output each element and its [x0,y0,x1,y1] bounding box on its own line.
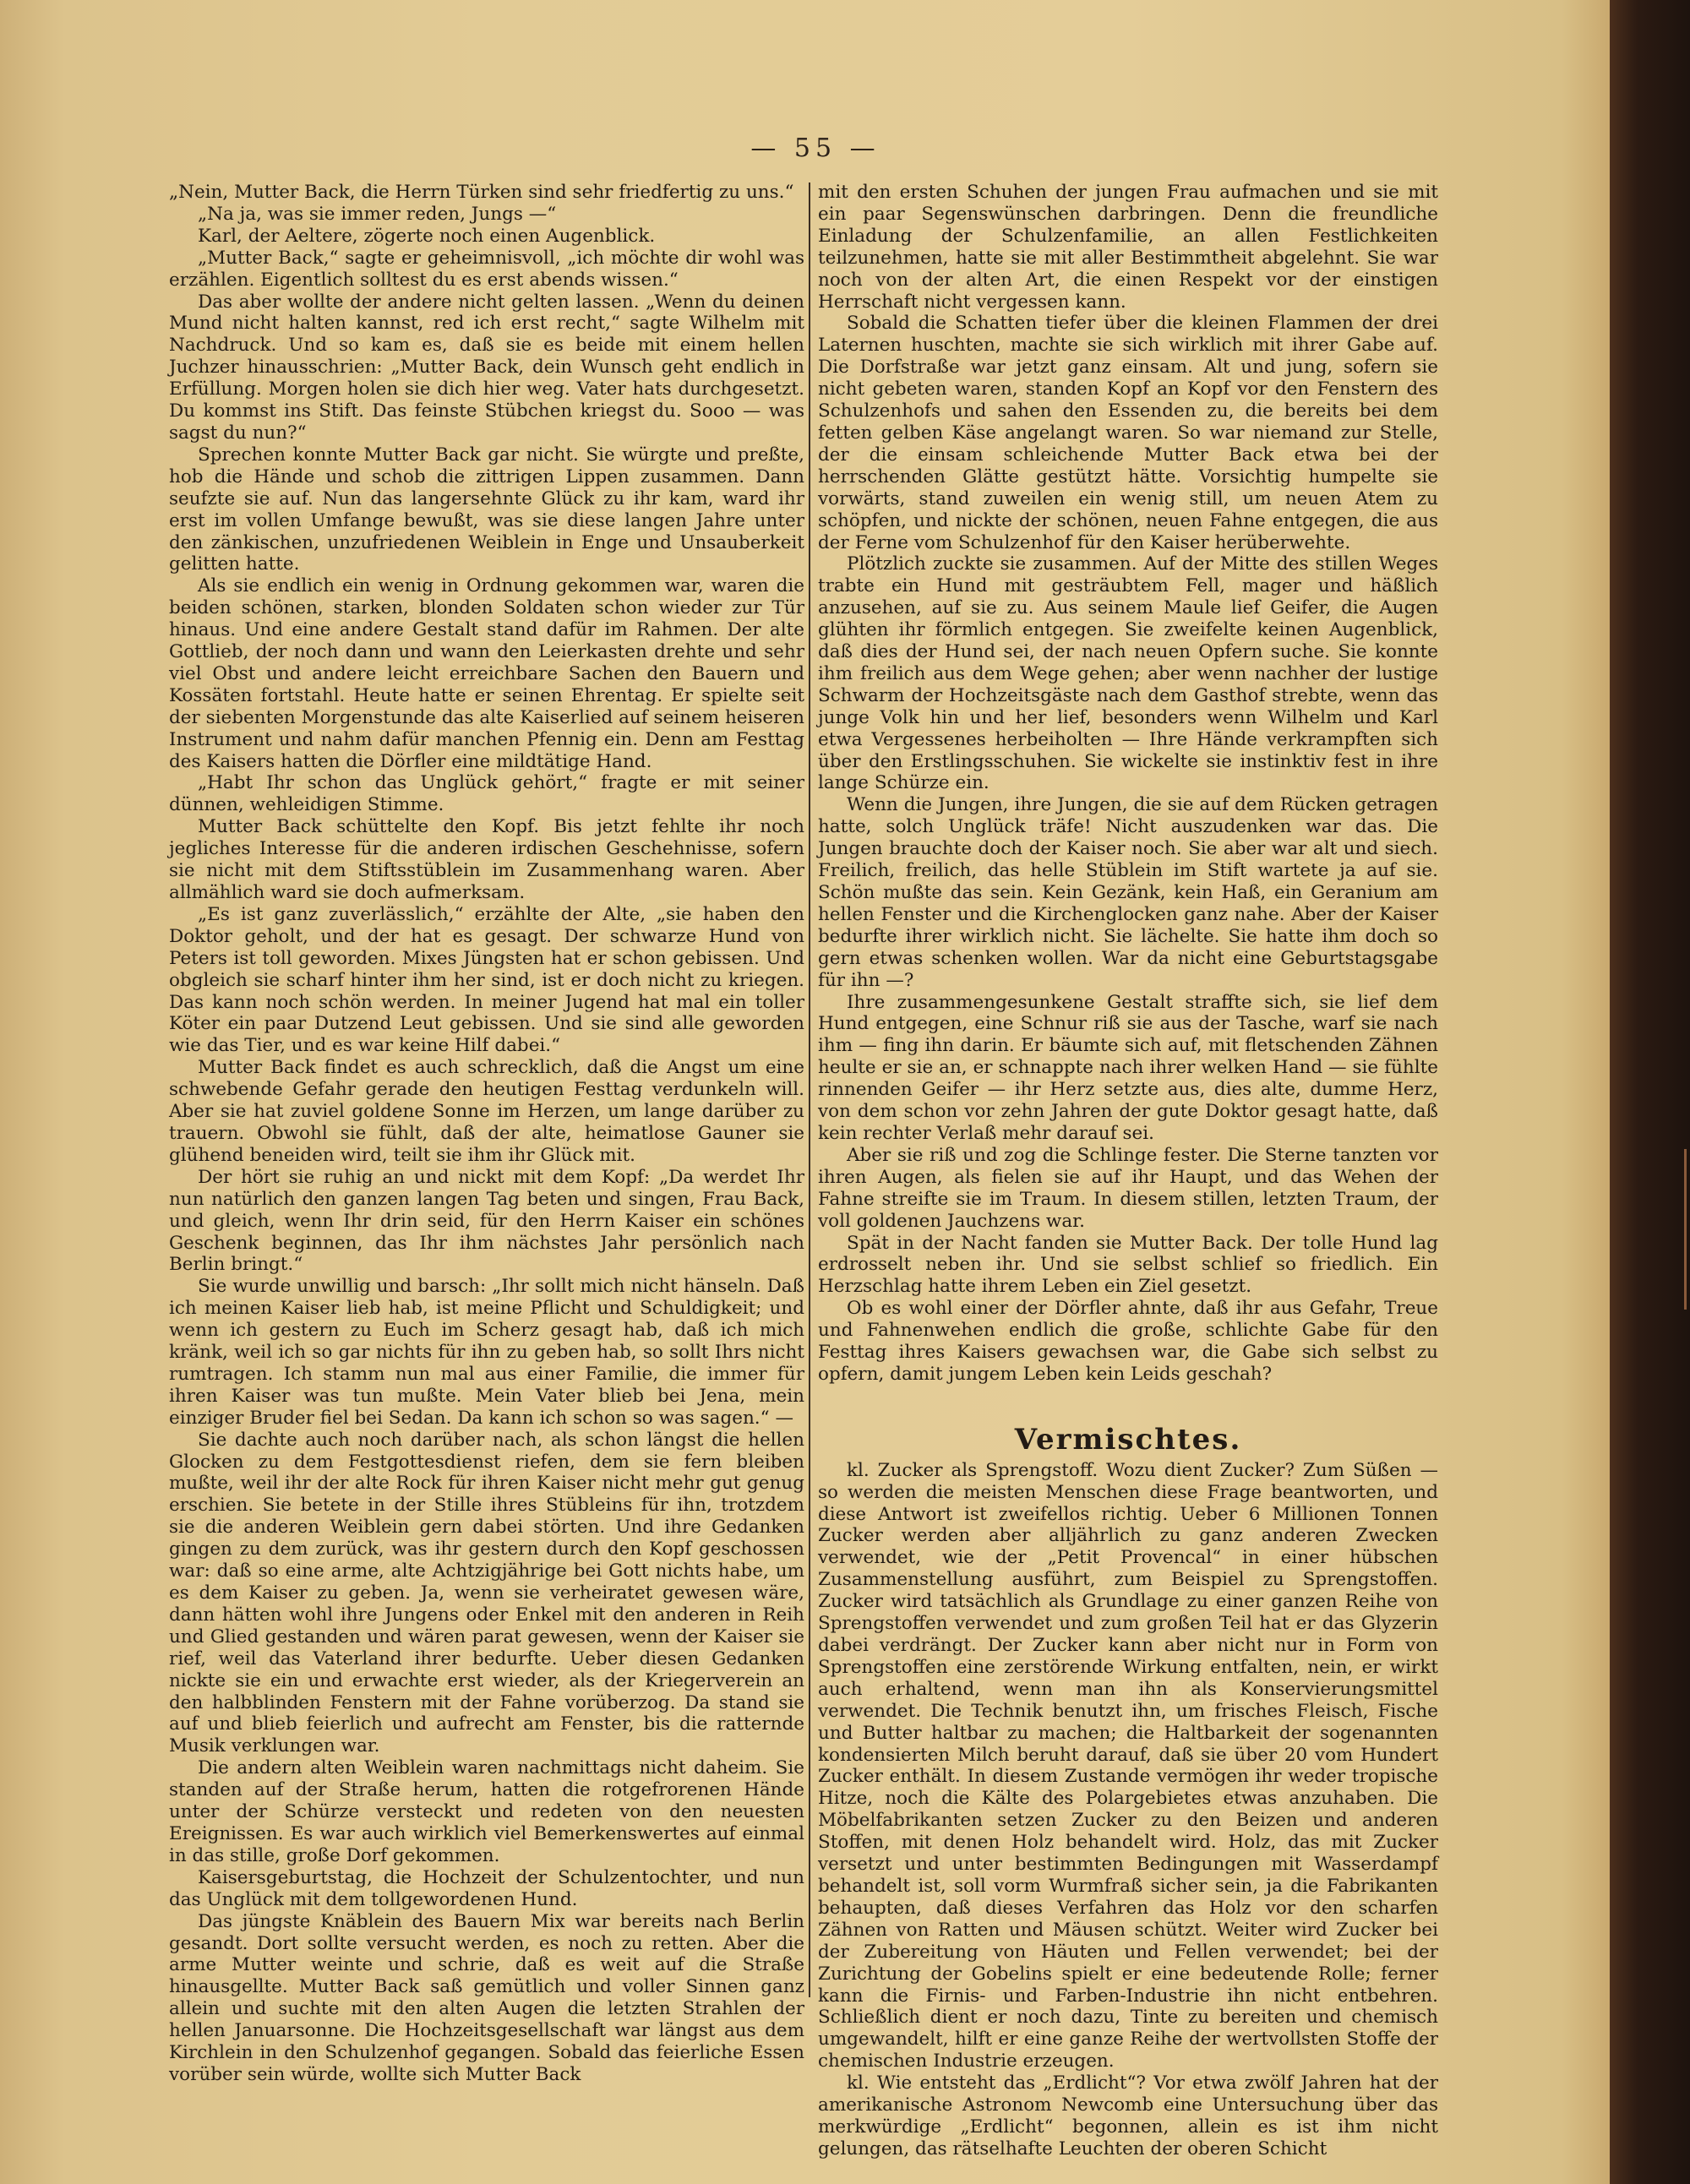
paragraph: „Mutter Back,“ sagte er geheimnisvoll, „ich möchte dir wohl was erzählen. Eigentlich solltest du es erst abends wissen.“ [169,247,804,291]
page-marker [1684,1149,1687,1310]
misc-article: kl. Zucker als Sprengstoff. Wozu dient Zucker? Zum Süßen — so werden die meisten Menschen diese Frage beantworten, und diese Antwort ist zweifellos richtig. Ueber 6 Millionen Tonnen Zucker werden aber alljährlich zu ganz anderen Zwecken verwendet, wie der „Petit Provencal“ in einer hübschen Zusammenstellung ausführt, zum Beispiel zu Sprengstoffen. Zucker wird tatsächlich als Grundlage zu einer ganzen Reihe von Sprengstoffen verwendet und zum großen Teil hat er das Glyzerin dabei verdrängt. Der Zucker kann aber nicht nur in Form von Sprengstoffen eine zerstörende Wirkung entfalten, nein, er wirkt auch erhaltend, wenn man ihn als Konservierungsmittel verwendet. Die Technik benutzt ihn, um frisches Fleisch, Fische und Butter haltbar zu machen; die Haltbarkeit der sogenannten kondensierten Milch beruht darauf, daß sie über 20 vom Hundert Zucker enthält. In diesem Zustande vermögen ihr weder tropische Hitze, noch die Kälte des Polargebietes etwas anzuhaben. Die Möbelfabrikanten setzen Zucker zu den Beizen und anderen Stoffen, mit denen Holz behandelt wird. Holz, das mit Zucker versetzt und unter bestimmten Bedingungen mit Wasserdampf behandelt ist, soll vorm Wurmfraß sicher sein, ja die Fabrikanten behaupten, daß dieses Verfahren das Holz vor den scharfen Zähnen von Ratten und Mäusen schützt. Weiter wird Zucker bei der Zubereitung von Häuten und Fellen verwendet; bei der Zurichtung der Gobelins spielt er eine bedeutende Rolle; ferner kann die Firnis- und Farben-Industrie ihn nicht entbehren. Schließlich dient er noch dazu, Tinte zu bereiten und chemisch umgewandelt, hilft er eine ganze Reihe der wertvollsten Stoffe der chemischen Industrie erzeugen. [818,1459,1438,2072]
paragraph: Sobald die Schatten tiefer über die kleinen Flammen der drei Laternen huschten, machte sie sich wirklich mit ihrer Gabe auf. Die Dorfstraße war jetzt ganz einsam. Alt und jung, sofern sie nicht gebeten waren, standen Kopf an Kopf vor den Fenstern des Schulzenhofs und sahen den Essenden zu, die bereits bei dem fetten gelben Käse angelangt waren. So war niemand zur Stelle, der die einsam schleichende Mutter Back etwa bei der herrschenden Glätte gestützt hätte. Vorsichtig humpelte sie vorwärts, stand zuweilen ein wenig still, um neuen Atem zu schöpfen, und nickte der schönen, neuen Fahne entgegen, die aus der Ferne vom Schulzenhof für den Kaiser herüberwehte. [818,313,1438,553]
paragraph: „Na ja, was sie immer reden, Jungs —“ [198,203,557,225]
paragraph: Sprechen konnte Mutter Back gar nicht. Sie würgte und preßte, hob die Hände und schob die zittrigen Lippen zusammen. Dann seufzte sie auf. Nun das langersehnte Glück zu ihr kam, ward ihr erst im vollen Umfange bewußt, was sie diese langen Jahre unter den zänkischen, unzufriedenen Weiblein in Enge und Unsauberkeit gelitten hatte. [169,444,804,575]
paragraph: Ob es wohl einer der Dörfler ahnte, daß ihr aus Gefahr, Treue und Fahnenwehen endlich die große, schlichte Gabe für den Festtag ihres Kaisers gewachsen war, die Gabe sich selbst zu opfern, damit jungem Leben kein Leids geschah? [818,1298,1438,1385]
paragraph: Ihre zusammengesunkene Gestalt straffte sich, sie lief dem Hund entgegen, eine Schnur riß sie aus der Tasche, warf sie nach ihm — fing ihn darin. Er bäumte sich auf, mit fletschenden Zähnen heulte er sie an, er schnappte nach ihrer welken Hand — sie fühlte rinnenden Geifer — ihr Herz setzte aus, dies alte, dumme Herz, von dem schon vor zehn Jahren der gute Doktor gesagt hatte, daß kein rechter Verlaß mehr darauf sei. [818,991,1438,1144]
paragraph: Mutter Back schüttelte den Kopf. Bis jetzt fehlte ihr noch jegliches Interesse für die anderen irdischen Geschehnisse, sofern sie nicht mit dem Stiftsstüblein im Zusammenhang waren. Aber allmählich ward sie doch aufmerksam. [169,816,804,903]
paragraph: „Habt Ihr schon das Unglück gehört,“ fragte er mit seiner dünnen, wehleidigen Stimme. [169,772,804,816]
paragraph: Mutter Back findet es auch schrecklich, daß die Angst um eine schwebende Gefahr gerade den heutigen Festtag verdunkeln will. Aber sie hat zuviel goldene Sonne im Herzen, um lange darüber zu trauern. Obwohl sie fühlt, daß der alte, heimatlose Gauner sie glühend beneiden wird, teilt sie ihm ihr Glück mit. [169,1057,804,1166]
section-title: Vermischtes. [1014,1422,1242,1457]
paragraph: Kaisersgeburtstag, die Hochzeit der Schulzentochter, und nun das Unglück mit dem tollgewordenen Hund. [169,1866,804,1910]
page-number: — 55 — [750,133,880,163]
paragraph: Sie dachte auch noch darüber nach, als schon längst die hellen Glocken zu dem Festgottesdienst riefen, dem sie fern bleiben mußte, weil ihr der alte Rock für ihren Kaiser nicht mehr gut genug erschien. Sie betete in der Stille ihres Stübleins für ihn, trotzdem sie die anderen Weiblein gern dabei störten. Und ihre Gedanken gingen zu dem zurück, was ihr gestern durch den Kopf geschossen war: daß so eine arme, alte Achtzigjährige bei Gott nichts habe, um es dem Kaiser zu geben. Ja, wenn sie verheiratet gewesen wäre, dann hätten wohl ihre Jungens oder Enkel mit den anderen in Reih und Glied gestanden und wären parat gewesen, wenn der Kaiser sie rief, weil das Vaterland ihrer bedurfte. Ueber diesen Gedanken nickte sie ein und erwachte erst wieder, als der Kriegerverein an den halbblinden Fenstern mit der Fahne vorüberzog. Da stand sie auf und blieb feierlich und aufrecht am Fenster, bis die ratternde Musik verklungen war. [169,1429,804,1757]
paragraph: mit den ersten Schuhen der jungen Frau aufmachen und sie mit ein paar Segenswünschen darbringen. Denn die freundliche Einladung der Schulzenfamilie, an allen Festlichkeiten teilzunehmen, hatte sie mit aller Bestimmtheit abgelehnt. Sie war noch von der alten Art, die einen Respekt vor der einstigen Herrschaft nicht vergessen kann. [818,182,1438,313]
paragraph: Sie wurde unwillig und barsch: „Ihr sollt mich nicht hänseln. Daß ich meinen Kaiser lieb hab, ist meine Pflicht und Schuldigkeit; und wenn ich gestern zu Euch im Scherz gesagt hab, daß ich mich kränk, weil ich so gar nichts für ihn zu geben hab, so sollt Ihrs nicht rumtragen. Ich stamm nun mal aus einer Familie, die immer für ihren Kaiser was tun mußte. Mein Vater blieb bei Jena, mein einziger Bruder fiel bei Sedan. Da kann ich schon so was sagen.“ — [169,1276,804,1429]
paragraph: Der hört sie ruhig an und nickt mit dem Kopf: „Da werdet Ihr nun natürlich den ganzen langen Tag beten und singen, Frau Back, und gleich, wenn Ihr drin seid, für den Herrn Kaiser ein schönes Geschenk beginnen, das Ihr ihm nächstes Jahr persönlich nach Berlin bringt.“ [169,1166,804,1276]
paragraph: Als sie endlich ein wenig in Ordnung gekommen war, waren die beiden schönen, starken, blonden Soldaten schon wieder zur Tür hinaus. Und eine andere Gestalt stand dafür im Rahmen. Der alte Gottlieb, der noch dann und wann den Leierkasten drehte und sehr viel Obst und andere leicht erreichbare Sachen den Bauern und Kossäten fortstahl. Heute hatte er seinen Ehrentag. Er spielte seit der siebenten Morgenstunde das alte Kaiserlied auf seinem heiseren Instrument und nahm dafür manchen Pfennig ein. Denn am Festtag des Kaisers hatten die Dörfler eine mildtätige Hand. [169,575,805,772]
left-column [169,182,804,2086]
paragraph: Wenn die Jungen, ihre Jungen, die sie auf dem Rücken getragen hatte, solch Unglück träfe! Nicht auszudenken war das. Die Jungen brauchte doch der Kaiser noch. Sie aber war alt und siech. Freilich, freilich, das helle Stüblein im Stift wartete ja auf sie. Schön mußte das sein. Kein Gezänk, kein Haß, ein Geranium am hellen Fenster und die Kirchenglocken ganz nahe. Aber der Kaiser bedurfte ihrer wirklich nicht. Sie lächelte. Sie hatte ihm doch so gern etwas schenken wollen. War da nicht eine Geburtstagsgabe für ihn —? [818,794,1438,991]
column-divider [809,182,810,1997]
right-column [818,182,1438,2160]
paragraph: Karl, der Aeltere, zögerte noch einen Augenblick. [198,225,656,247]
paragraph: „Nein, Mutter Back, die Herrn Türken sind sehr friedfertig zu uns.“ [169,182,794,203]
misc-article: kl. Wie entsteht das „Erdlicht“? Vor etwa zwölf Jahren hat der amerikanische Astronom Newcomb eine Untersuchung über das merkwürdige „Erdlicht“ begonnen, allein es ist ihm nicht gelungen, das rätselhafte Leuchten der oberen Schicht [818,2072,1438,2159]
paragraph: Plötzlich zuckte sie zusammen. Auf der Mitte des stillen Weges trabte ein Hund mit gesträubtem Fell, mager und häßlich anzusehen, auf sie zu. Aus seinem Maule lief Geifer, die Augen glühten ihr förmlich entgegen. Sie zweifelte keinen Augenblick, daß dies der Hund sei, der nach neuen Opfern suche. Sie konnte ihm freilich aus dem Wege gehen; aber wenn nachher der lustige Schwarm der Hochzeitsgäste nach dem Gasthof strebte, wenn das junge Volk hin und her lief, besonders wenn Wilhelm und Karl etwa Vergessenes herbeiholten — Ihre Hände verkrampften sich über den Erstlingsschuhen. Sie wickelte sie instinktiv fest in ihre lange Schürze ein. [818,553,1438,794]
paragraph: Spät in der Nacht fanden sie Mutter Back. Der tolle Hund lag erdrosselt neben ihr. Und sie selbst schlief so friedlich. Ein Herzschlag hatte ihrem Leben ein Ziel gesetzt. [818,1232,1438,1298]
paragraph: Die andern alten Weiblein waren nachmittags nicht daheim. Sie standen auf der Straße herum, hatten die rotgefrorenen Hände unter der Schürze versteckt und redeten von den neuesten Ereignissen. Es war auch wirklich viel Bemerkenswertes auf einmal in das stille, große Dorf gekommen. [169,1757,804,1866]
book-cover-edge [1610,0,1690,2184]
paragraph: Das aber wollte der andere nicht gelten lassen. „Wenn du deinen Mund nicht halten kannst, red ich erst recht,“ sagte Wilhelm mit Nachdruck. Und so kam es, daß sie es beide mit einem hellen Juchzer hinausschrien: „Mutter Back, dein Wunsch geht endlich in Erfüllung. Morgen holen sie dich hier weg. Vater hats durchgesetzt. Du kommst ins Stift. Das feinste Stübchen kriegst du. Sooo — was sagst du nun?“ [169,291,804,444]
paragraph: Aber sie riß und zog die Schlinge fester. Die Sterne tanzten vor ihren Augen, als fielen sie auf ihr Haupt, und das Wehen der Fahne streifte sie im Traum. In diesem stillen, letzten Traum, der voll goldenen Jauchzens war. [818,1144,1438,1232]
paragraph: „Es ist ganz zuverlässlich,“ erzählte der Alte, „sie haben den Doktor geholt, und der hat es gesagt. Der schwarze Hund von Peters ist toll geworden. Mixes Jüngsten hat er schon gebissen. Und obgleich sie scharf hinter ihm her sind, ist er doch nicht zu kriegen. Das kann noch schön werden. In meiner Jugend hat mal ein toller Köter ein paar Dutzend Leut gebissen. Und sie sind alle geworden wie das Tier, und es war keine Hilf dabei.“ [169,903,804,1057]
paragraph: Das jüngste Knäblein des Bauern Mix war bereits nach Berlin gesandt. Dort sollte versucht werden, es noch zu retten. Aber die arme Mutter weinte und schrie, daß es weit auf die Straße hinausgellte. Mutter Back saß gemütlich und voller Sinnen ganz allein und suchte mit den alten Augen die letzten Strahlen der hellen Januarsonne. Die Hochzeitsgesellschaft war längst aus dem Kirchlein in den Schulzenhof gegangen. Sobald das feierliche Essen vorüber sein würde, wollte sich Mutter Back [169,1910,804,2085]
